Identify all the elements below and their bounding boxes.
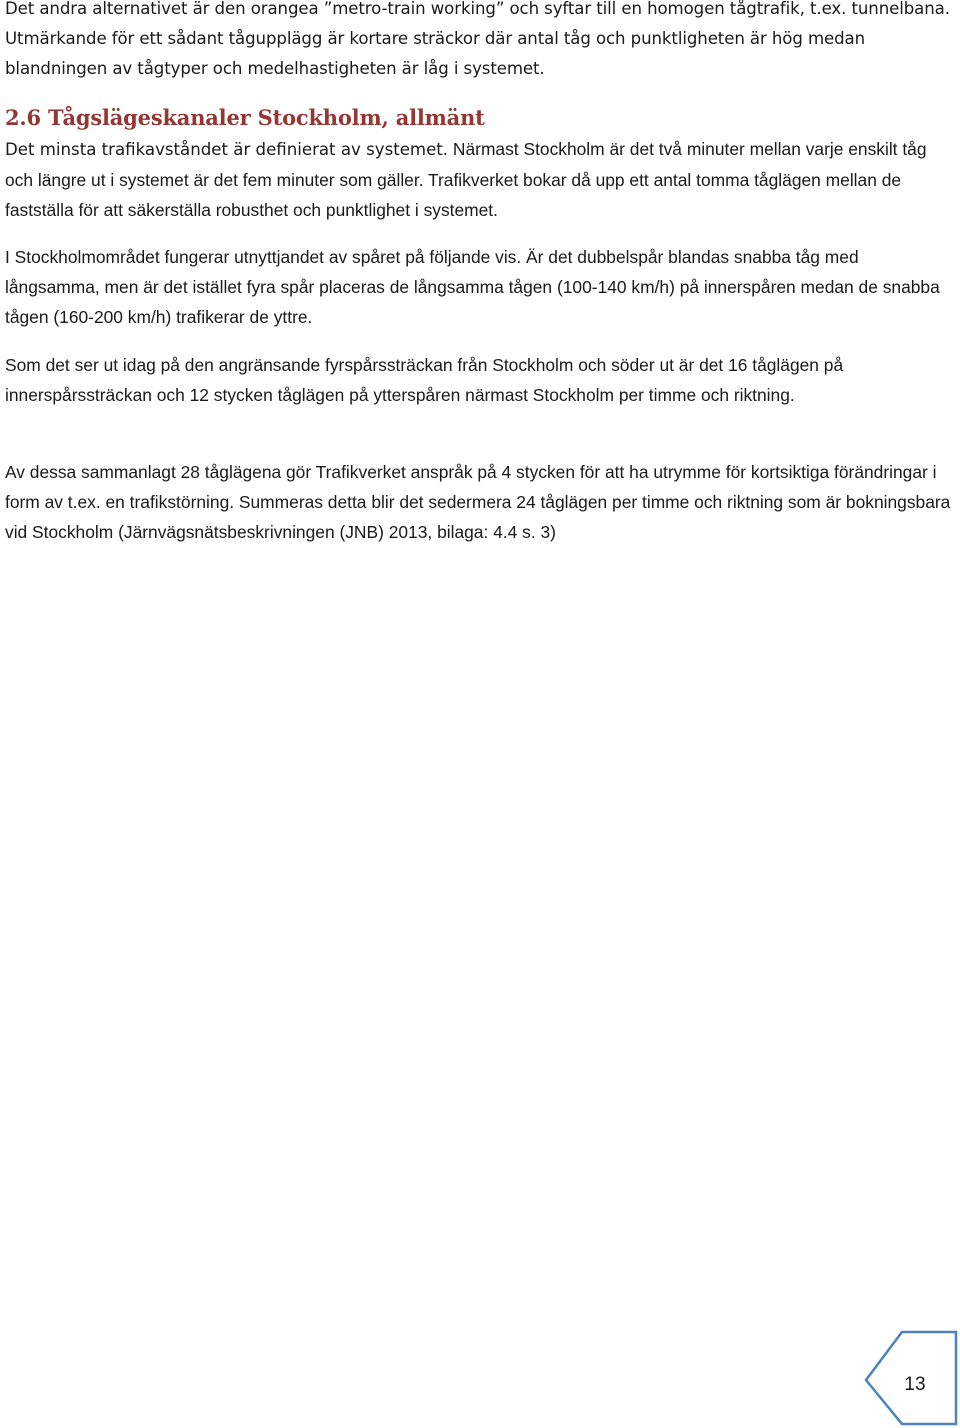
paragraph-traffic-distance [5, 134, 955, 225]
paragraph-traffic-distance-start: Det minsta trafikavståndet är definierat av systemet. [5, 140, 449, 159]
section-heading: 2.6 Tågslägeskanaler Stockholm, allmänt [5, 105, 485, 130]
paragraph-reserved-paths: Av dessa sammanlagt 28 tåglägena gör Trafikverket anspråk på 4 stycken för att ha utrymme för kortsiktiga förändringar i form av t.ex. en trafikstörning. Summeras detta blir det sedermera 24 tåglägen per timme och riktning som är bokningsbara vid Stockholm (Järnvägsnätsbeskrivningen (JNB) 2013, bilaga: 4.4 s. 3) [5, 462, 951, 542]
paragraph-track-usage-rest: Är det dubbelspår blandas snabba tåg med långsamma, men är det istället fyra spår placeras de långsamma tågen (100-140 km/h) på innerspåren medan de snabba tågen (160-200 km/h) trafikerar de yttre. [5, 247, 940, 327]
intro-paragraph: Det andra alternativet är den orangea ”metro-train working” och syftar till en homogen tågtrafik, t.ex. tunnelbana. Utmärkande för ett sådant tågupplägg är kortare sträckor där antal tåg och punktligheten är hög medan blandningen av tågtyper och medelhastigheten är låg i systemet. [5, 0, 950, 78]
paragraph-traffic-distance-rest: Närmast Stockholm är det två minuter mellan varje enskilt tåg och längre ut i systemet är det fem minuter som gäller. Trafikverket bokar då upp ett antal tomma tåglägen mellan de fastställa för att säkerställa robusthet och punktlighet i systemet. [5, 139, 927, 220]
page-number: 13 [904, 1374, 926, 1395]
paragraph-track-usage [5, 242, 955, 332]
paragraph-four-track-section: Som det ser ut idag på den angränsande fyrspårssträckan från Stockholm och söder ut är det 16 tåglägen på innerspårssträckan och 12 stycken tåglägen på ytterspåren närmast Stockholm per timme och riktning. [5, 355, 844, 405]
paragraph-track-usage-start: I Stockholmområdet fungerar utnyttjandet av spåret på följande vis. [5, 247, 522, 267]
